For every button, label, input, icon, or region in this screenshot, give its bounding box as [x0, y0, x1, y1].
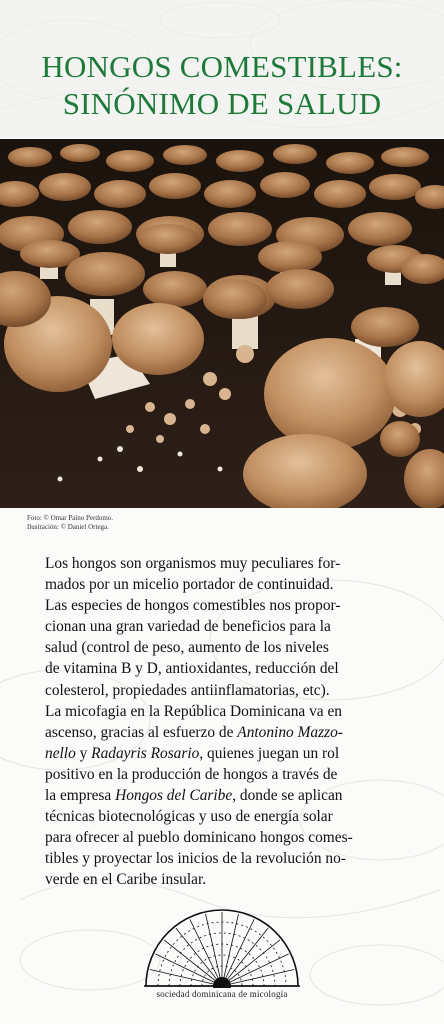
body-line	[45, 701, 413, 722]
photo-credit: Foto: © Omar Paíno Perdomo.	[27, 514, 114, 522]
body-line	[45, 869, 413, 890]
body-italic-run: Antonino Mazzo-	[237, 723, 343, 741]
mushroom-gill-semicircle-icon	[142, 908, 302, 988]
body-run: colesterol, propiedades antiinflamatorias, etc).	[45, 681, 330, 699]
body-line	[45, 595, 413, 616]
page-title	[0, 48, 444, 122]
body-run: Las especies de hongos comestibles nos propor-	[45, 597, 341, 615]
photo-credits	[27, 514, 327, 532]
mushroom-photo-drawing	[0, 139, 444, 508]
body-line	[45, 553, 413, 574]
title-line-1: HONGOS COMESTIBLES:	[41, 49, 403, 84]
body-line	[45, 743, 413, 764]
body-run: cionan una gran variedad de beneficios para la	[45, 618, 331, 636]
body-italic-run: nello	[45, 744, 76, 762]
illustration-credit: Ilustración: © Daniel Ortega.	[27, 523, 109, 531]
body-line	[45, 785, 413, 806]
body-line	[45, 637, 413, 658]
body-italic-run: Hongos del Caribe	[115, 787, 233, 805]
body-line	[45, 658, 413, 679]
body-run: , donde se aplican	[232, 787, 343, 805]
mushroom-photo	[0, 139, 444, 508]
body-run: y	[75, 744, 92, 762]
body-italic-run: Radayris Rosario	[91, 744, 200, 762]
body-run: para ofrecer al pueblo dominicano hongos comes-	[45, 829, 353, 847]
body-run: salud (control de peso, aumento de los niveles	[45, 639, 329, 657]
body-text	[45, 553, 413, 891]
body-line	[45, 827, 413, 848]
body-run: de vitamina B y D, antioxidantes, reducción del	[45, 660, 339, 678]
body-run: verde en el Caribe insular.	[45, 871, 207, 889]
body-line	[45, 806, 413, 827]
body-line	[45, 616, 413, 637]
body-line	[45, 722, 413, 743]
body-line	[45, 574, 413, 595]
logo-caption: sociedad dominicana de micología	[156, 989, 288, 999]
body-run: la empresa	[45, 787, 116, 805]
body-run: Los hongos son organismos muy peculiares for-	[45, 555, 341, 572]
body-line	[45, 848, 413, 869]
body-run: mados por un micelio portador de continuidad.	[45, 576, 334, 594]
body-run: tibles y proyectar los inicios de la revolución no-	[45, 850, 346, 868]
body-run: técnicas biotecnológicas y uso de energía solar	[45, 808, 333, 826]
title-line-2: SINÓNIMO DE SALUD	[62, 86, 382, 121]
body-line	[45, 764, 413, 785]
body-run: La micofagia en la República Dominicana va en	[45, 702, 342, 720]
body-run: ascenso, gracias al esfuerzo de	[45, 723, 238, 741]
header	[0, 0, 444, 138]
body-run: positivo en la producción de hongos a través de	[45, 765, 338, 783]
body-line	[45, 680, 413, 701]
body-run: , quienes juegan un rol	[199, 744, 340, 762]
